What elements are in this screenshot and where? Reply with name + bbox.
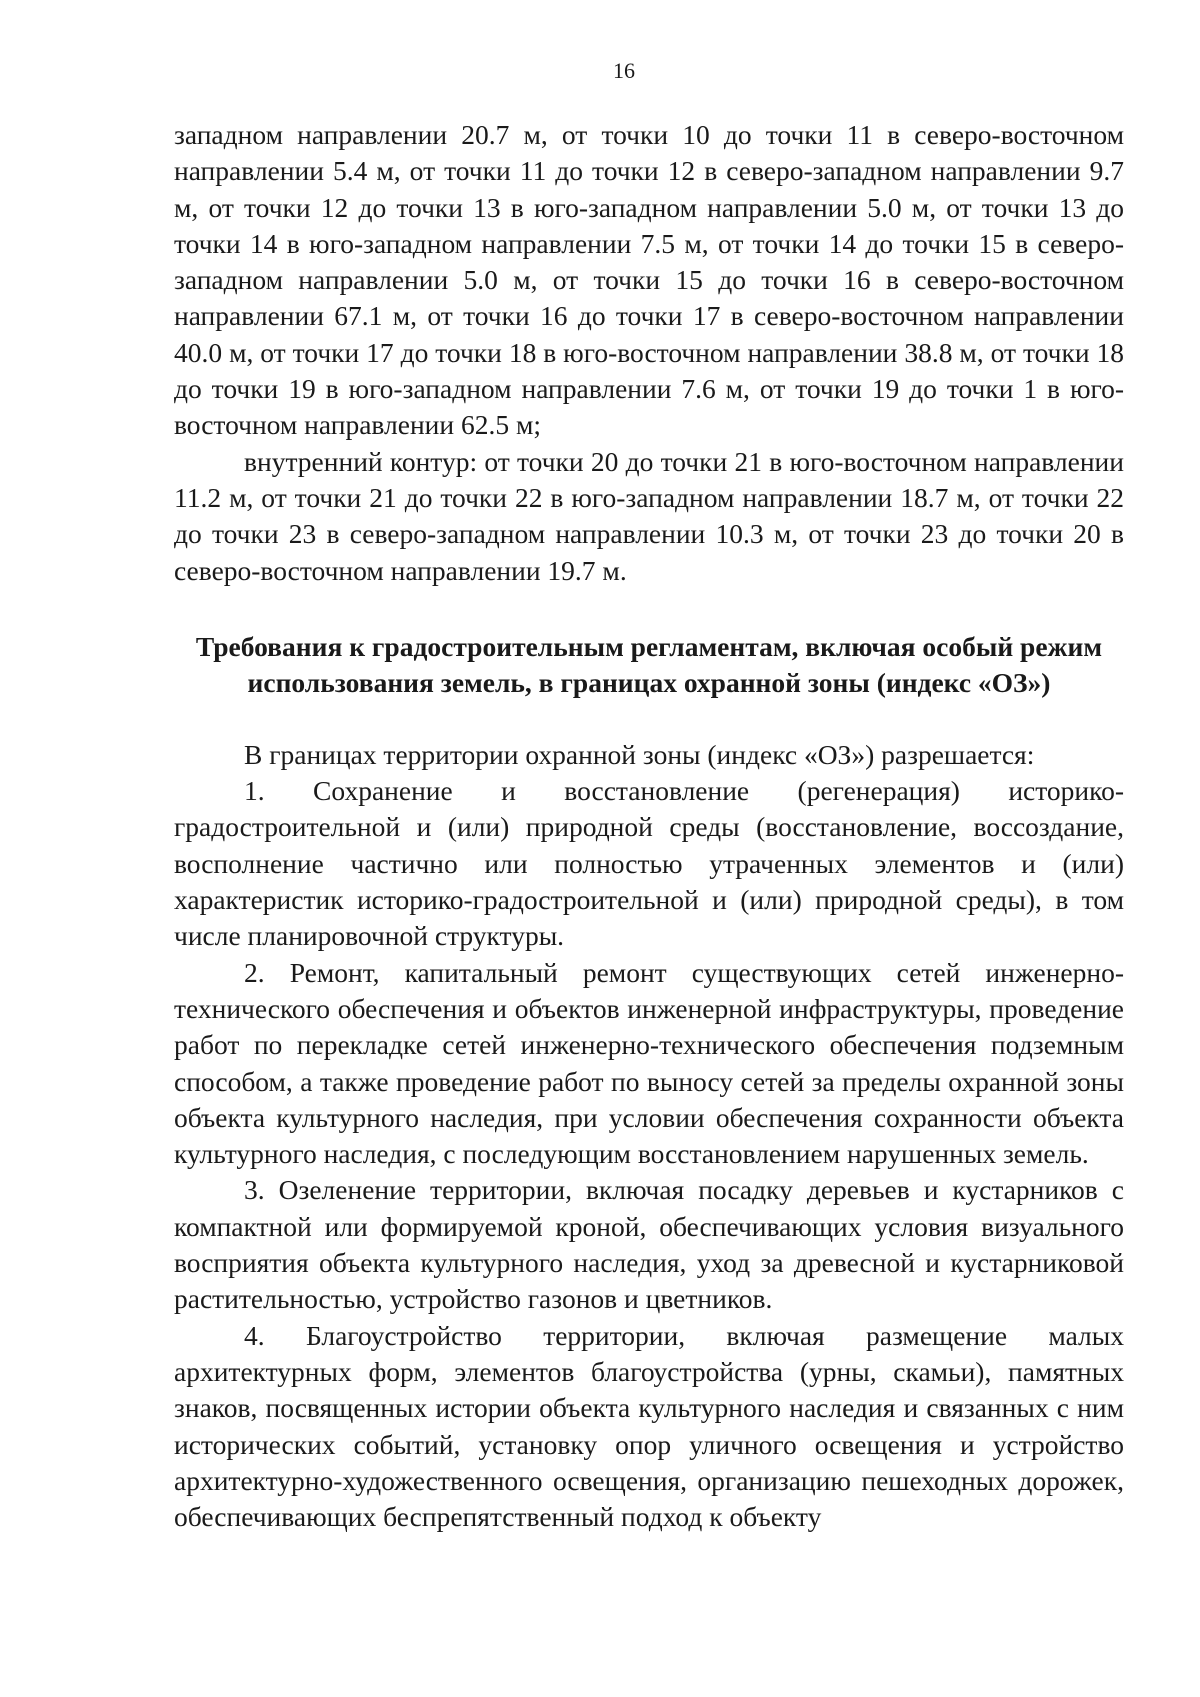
- intro-paragraph: В границах территории охранной зоны (индекс «ОЗ») разрешается:: [244, 738, 1035, 770]
- section-heading-line: использования земель, в границах охранной зоны (индекс «ОЗ»): [247, 666, 1051, 698]
- section-heading-line: Требования к градостроительным регламентам, включая особый режим: [195, 630, 1103, 662]
- document-body: [174, 117, 1124, 1535]
- list-item: 3. Озеленение территории, включая посадку деревьев и кустарников с компактной или формируемой кроной, обеспечивающих условия визуального восприятия объекта культурного наследия, уход за древесной и кустарниковой растительностью, устройство газонов и цветников.: [174, 1174, 1124, 1315]
- list-item: 1. Сохранение и восстановление (регенерация) историко-градостроительной и (или) природной среды (восстановление, воссоздание, восполнение частично или полностью утраченных элементов и (или) характеристик историко-градостроительной и (или) природной среды), в том числе планировочной структуры.: [174, 775, 1124, 952]
- inner-contour-paragraph: внутренний контур: от точки 20 до точки 21 в юго-восточном направлении 11.2 м, от точки 21 до точки 22 в юго-западном направлении 18.7 м, от точки 22 до точки 23 в северо-западном направлении 10.3 м, от точки 23 до точки 20 в северо-восточном направлении 19.7 м.: [174, 445, 1124, 586]
- section-heading: [174, 629, 1124, 701]
- page-number: 16: [613, 58, 635, 83]
- list-item: 2. Ремонт, капитальный ремонт существующих сетей инженерно-технического обеспечения и объектов инженерной инфраструктуры, проведение работ по перекладке сетей инженерно-технического обеспечения подземным способом, а также проведение работ по выносу сетей за пределы охранной зоны объекта культурного наследия, при условии обеспечения сохранности объекта культурного наследия, с последующим восстановлением нарушенных земель.: [174, 956, 1124, 1170]
- list-item: 4. Благоустройство территории, включая размещение малых архитектурных форм, элементов благоустройства (урны, скамьи), памятных знаков, посвященных истории объекта культурного наследия и связанных с ним исторических событий, установку опор уличного освещения и устройство архитектурно-художественного освещения, организацию пешеходных дорожек, обеспечивающих беспрепятственный подход к объекту: [174, 1319, 1124, 1533]
- boundary-description-continuation: западном направлении 20.7 м, от точки 10 до точки 11 в северо-восточном направлении 5.4 м, от точки 11 до точки 12 в северо-западном направлении 9.7 м, от точки 12 до точки 13 в юго-западном направлении 5.0 м, от точки 13 до точки 14 в юго-западном направлении 7.5 м, от точки 14 до точки 15 в северо-западном направлении 5.0 м, от точки 15 до точки 16 в северо-восточном направлении 67.1 м, от точки 16 до точки 17 в северо-восточном направлении 40.0 м, от точки 17 до точки 18 в юго-восточном направлении 38.8 м, от точки 18 до точки 19 в юго-западном направлении 7.6 м, от точки 19 до точки 1 в юго-восточном направлении 62.5 м;: [174, 119, 1124, 441]
